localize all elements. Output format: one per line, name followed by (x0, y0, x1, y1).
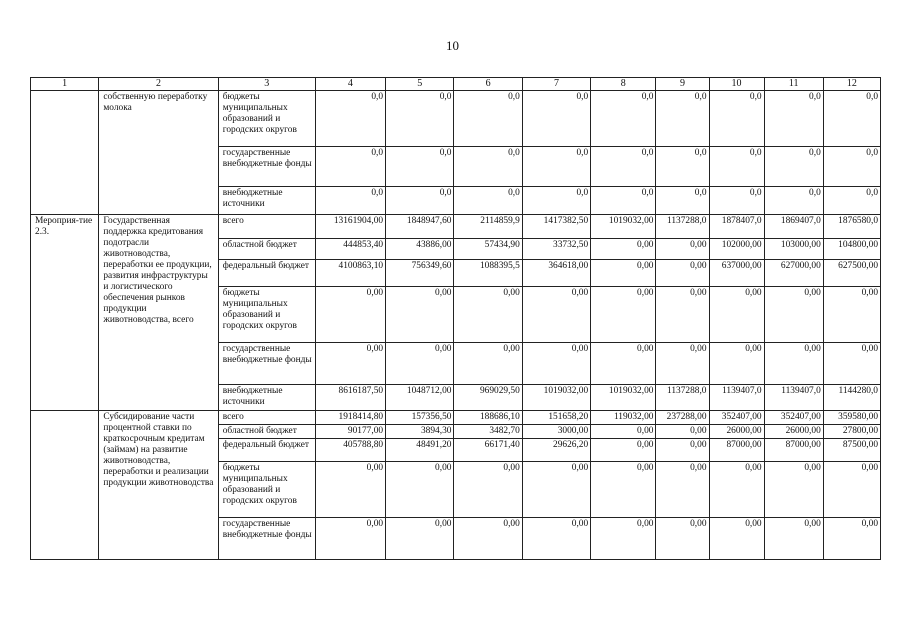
amount-cell: 0,0 (454, 187, 522, 215)
measure-title: Государственная поддержка кредитования подотрасли животноводства, переработки ее продукции, развития инфраструктуры и логистического обеспечения рынков продукции животноводства, всего (99, 215, 218, 411)
amount-cell: 0,0 (386, 187, 454, 215)
amount-cell: 0,00 (656, 439, 709, 462)
amount-cell: 157356,50 (386, 411, 454, 425)
amount-cell: 0,0 (454, 91, 522, 147)
amount-cell: 0,00 (656, 287, 709, 343)
event-label (31, 411, 99, 560)
amount-cell: 352407,00 (709, 411, 764, 425)
amount-cell: 1876580,0 (823, 215, 880, 239)
amount-cell: 0,0 (315, 187, 385, 215)
funding-source: государственные внебюджетные фонды (218, 147, 315, 187)
amount-cell: 0,00 (522, 518, 590, 560)
amount-cell: 0,00 (315, 462, 385, 518)
amount-cell: 0,00 (656, 343, 709, 385)
amount-cell: 0,0 (591, 91, 656, 147)
amount-cell: 0,00 (522, 343, 590, 385)
table-row (31, 91, 881, 147)
amount-cell: 0,00 (454, 343, 522, 385)
amount-cell: 359580,00 (823, 411, 880, 425)
amount-cell: 0,0 (454, 147, 522, 187)
amount-cell: 48491,20 (386, 439, 454, 462)
amount-cell: 0,00 (591, 518, 656, 560)
amount-cell: 352407,00 (764, 411, 823, 425)
amount-cell: 0,00 (522, 462, 590, 518)
amount-cell: 0,0 (522, 187, 590, 215)
amount-cell: 4100863,10 (315, 260, 385, 287)
amount-cell: 1019032,00 (591, 385, 656, 411)
funding-source: федеральный бюджет (218, 260, 315, 287)
funding-source: всего (218, 215, 315, 239)
amount-cell: 969029,50 (454, 385, 522, 411)
amount-cell: 364618,00 (522, 260, 590, 287)
amount-cell: 1848947,60 (386, 215, 454, 239)
amount-cell: 0,0 (709, 147, 764, 187)
funding-source: государственные внебюджетные фонды (218, 343, 315, 385)
column-number: 9 (656, 78, 709, 91)
amount-cell: 3482,70 (454, 425, 522, 439)
amount-cell: 3894,30 (386, 425, 454, 439)
amount-cell: 0,0 (656, 187, 709, 215)
funding-source: внебюджетные источники (218, 187, 315, 215)
amount-cell: 0,00 (823, 343, 880, 385)
amount-cell: 0,00 (591, 439, 656, 462)
funding-source: государственные внебюджетные фонды (218, 518, 315, 560)
amount-cell: 1869407,0 (764, 215, 823, 239)
amount-cell: 0,00 (386, 518, 454, 560)
funding-source: внебюджетные источники (218, 385, 315, 411)
amount-cell: 1137288,0 (656, 385, 709, 411)
amount-cell: 0,00 (823, 287, 880, 343)
funding-source: федеральный бюджет (218, 439, 315, 462)
amount-cell: 0,0 (823, 91, 880, 147)
amount-cell: 0,0 (386, 91, 454, 147)
column-number: 2 (99, 78, 218, 91)
amount-cell: 57434,90 (454, 239, 522, 260)
table-row (31, 411, 881, 425)
table-row (31, 215, 881, 239)
amount-cell: 26000,00 (709, 425, 764, 439)
amount-cell: 0,00 (454, 518, 522, 560)
amount-cell: 0,00 (823, 518, 880, 560)
amount-cell: 0,00 (522, 287, 590, 343)
amount-cell: 1048712,00 (386, 385, 454, 411)
amount-cell: 26000,00 (764, 425, 823, 439)
amount-cell: 0,0 (315, 147, 385, 187)
column-number: 6 (454, 78, 522, 91)
amount-cell: 87000,00 (764, 439, 823, 462)
funding-source: всего (218, 411, 315, 425)
amount-cell: 1088395,5 (454, 260, 522, 287)
amount-cell: 0,0 (709, 187, 764, 215)
amount-cell: 0,00 (591, 425, 656, 439)
amount-cell: 13161904,00 (315, 215, 385, 239)
amount-cell: 1019032,00 (522, 385, 590, 411)
amount-cell: 151658,20 (522, 411, 590, 425)
amount-cell: 66171,40 (454, 439, 522, 462)
amount-cell: 27800,00 (823, 425, 880, 439)
amount-cell: 0,00 (591, 462, 656, 518)
column-number: 5 (386, 78, 454, 91)
amount-cell: 0,00 (386, 343, 454, 385)
column-number: 10 (709, 78, 764, 91)
amount-cell: 3000,00 (522, 425, 590, 439)
amount-cell: 29626,20 (522, 439, 590, 462)
amount-cell: 0,0 (823, 187, 880, 215)
amount-cell: 0,00 (656, 462, 709, 518)
funding-source: бюджеты муниципальных образований и городских округов (218, 462, 315, 518)
amount-cell: 0,00 (656, 518, 709, 560)
amount-cell: 0,00 (591, 239, 656, 260)
amount-cell: 8616187,50 (315, 385, 385, 411)
amount-cell: 0,00 (656, 239, 709, 260)
amount-cell: 87000,00 (709, 439, 764, 462)
column-number: 3 (218, 78, 315, 91)
amount-cell: 188686,10 (454, 411, 522, 425)
amount-cell: 1878407,0 (709, 215, 764, 239)
amount-cell: 0,00 (823, 462, 880, 518)
amount-cell: 0,00 (591, 260, 656, 287)
amount-cell: 0,00 (656, 260, 709, 287)
amount-cell: 43886,00 (386, 239, 454, 260)
amount-cell: 102000,00 (709, 239, 764, 260)
amount-cell: 1144280,0 (823, 385, 880, 411)
amount-cell: 0,0 (522, 147, 590, 187)
amount-cell: 0,0 (764, 147, 823, 187)
amount-cell: 0,00 (315, 518, 385, 560)
column-number: 12 (823, 78, 880, 91)
amount-cell: 0,00 (591, 287, 656, 343)
amount-cell: 0,00 (709, 287, 764, 343)
amount-cell: 0,00 (764, 462, 823, 518)
amount-cell: 0,0 (656, 91, 709, 147)
column-number: 7 (522, 78, 590, 91)
amount-cell: 1139407,0 (709, 385, 764, 411)
amount-cell: 0,0 (656, 147, 709, 187)
event-label: Мероприя-тие 2.3. (31, 215, 99, 411)
column-number: 8 (591, 78, 656, 91)
column-number: 4 (315, 78, 385, 91)
amount-cell: 405788,80 (315, 439, 385, 462)
amount-cell: 0,0 (764, 187, 823, 215)
amount-cell: 0,00 (764, 343, 823, 385)
amount-cell: 0,00 (315, 287, 385, 343)
amount-cell: 0,00 (709, 518, 764, 560)
amount-cell: 237288,00 (656, 411, 709, 425)
amount-cell: 637000,00 (709, 260, 764, 287)
amount-cell: 0,0 (522, 91, 590, 147)
page-number: 10 (446, 38, 459, 53)
amount-cell: 0,0 (591, 187, 656, 215)
amount-cell: 0,00 (764, 518, 823, 560)
column-number-row (31, 78, 881, 91)
amount-cell: 0,0 (386, 147, 454, 187)
measure-title: Субсидирование части процентной ставки по краткосрочным кредитам (займам) на развитие животноводства, переработки и реализации продукции животноводства (99, 411, 218, 560)
amount-cell: 0,00 (454, 462, 522, 518)
amount-cell: 1139407,0 (764, 385, 823, 411)
amount-cell: 1137288,0 (656, 215, 709, 239)
amount-cell: 2114859,9 (454, 215, 522, 239)
amount-cell: 0,0 (709, 91, 764, 147)
amount-cell: 0,00 (709, 462, 764, 518)
amount-cell: 756349,60 (386, 260, 454, 287)
event-label (31, 91, 99, 215)
amount-cell: 33732,50 (522, 239, 590, 260)
amount-cell: 0,00 (315, 343, 385, 385)
amount-cell: 90177,00 (315, 425, 385, 439)
amount-cell: 1918414,80 (315, 411, 385, 425)
funding-source: областной бюджет (218, 239, 315, 260)
amount-cell: 0,00 (656, 425, 709, 439)
amount-cell: 0,0 (591, 147, 656, 187)
measure-title: собственную переработку молока (99, 91, 218, 215)
amount-cell: 103000,00 (764, 239, 823, 260)
amount-cell: 0,00 (764, 287, 823, 343)
column-number: 11 (764, 78, 823, 91)
amount-cell: 0,00 (709, 343, 764, 385)
amount-cell: 627500,00 (823, 260, 880, 287)
amount-cell: 87500,00 (823, 439, 880, 462)
column-number: 1 (31, 78, 99, 91)
budget-table (30, 77, 881, 560)
amount-cell: 0,00 (591, 343, 656, 385)
amount-cell: 0,0 (764, 91, 823, 147)
amount-cell: 0,0 (823, 147, 880, 187)
funding-source: бюджеты муниципальных образований и городских округов (218, 287, 315, 343)
amount-cell: 104800,00 (823, 239, 880, 260)
amount-cell: 0,0 (315, 91, 385, 147)
amount-cell: 1019032,00 (591, 215, 656, 239)
amount-cell: 444853,40 (315, 239, 385, 260)
amount-cell: 0,00 (386, 462, 454, 518)
amount-cell: 119032,00 (591, 411, 656, 425)
amount-cell: 627000,00 (764, 260, 823, 287)
amount-cell: 0,00 (386, 287, 454, 343)
funding-source: областной бюджет (218, 425, 315, 439)
amount-cell: 1417382,50 (522, 215, 590, 239)
amount-cell: 0,00 (454, 287, 522, 343)
funding-source: бюджеты муниципальных образований и городских округов (218, 91, 315, 147)
